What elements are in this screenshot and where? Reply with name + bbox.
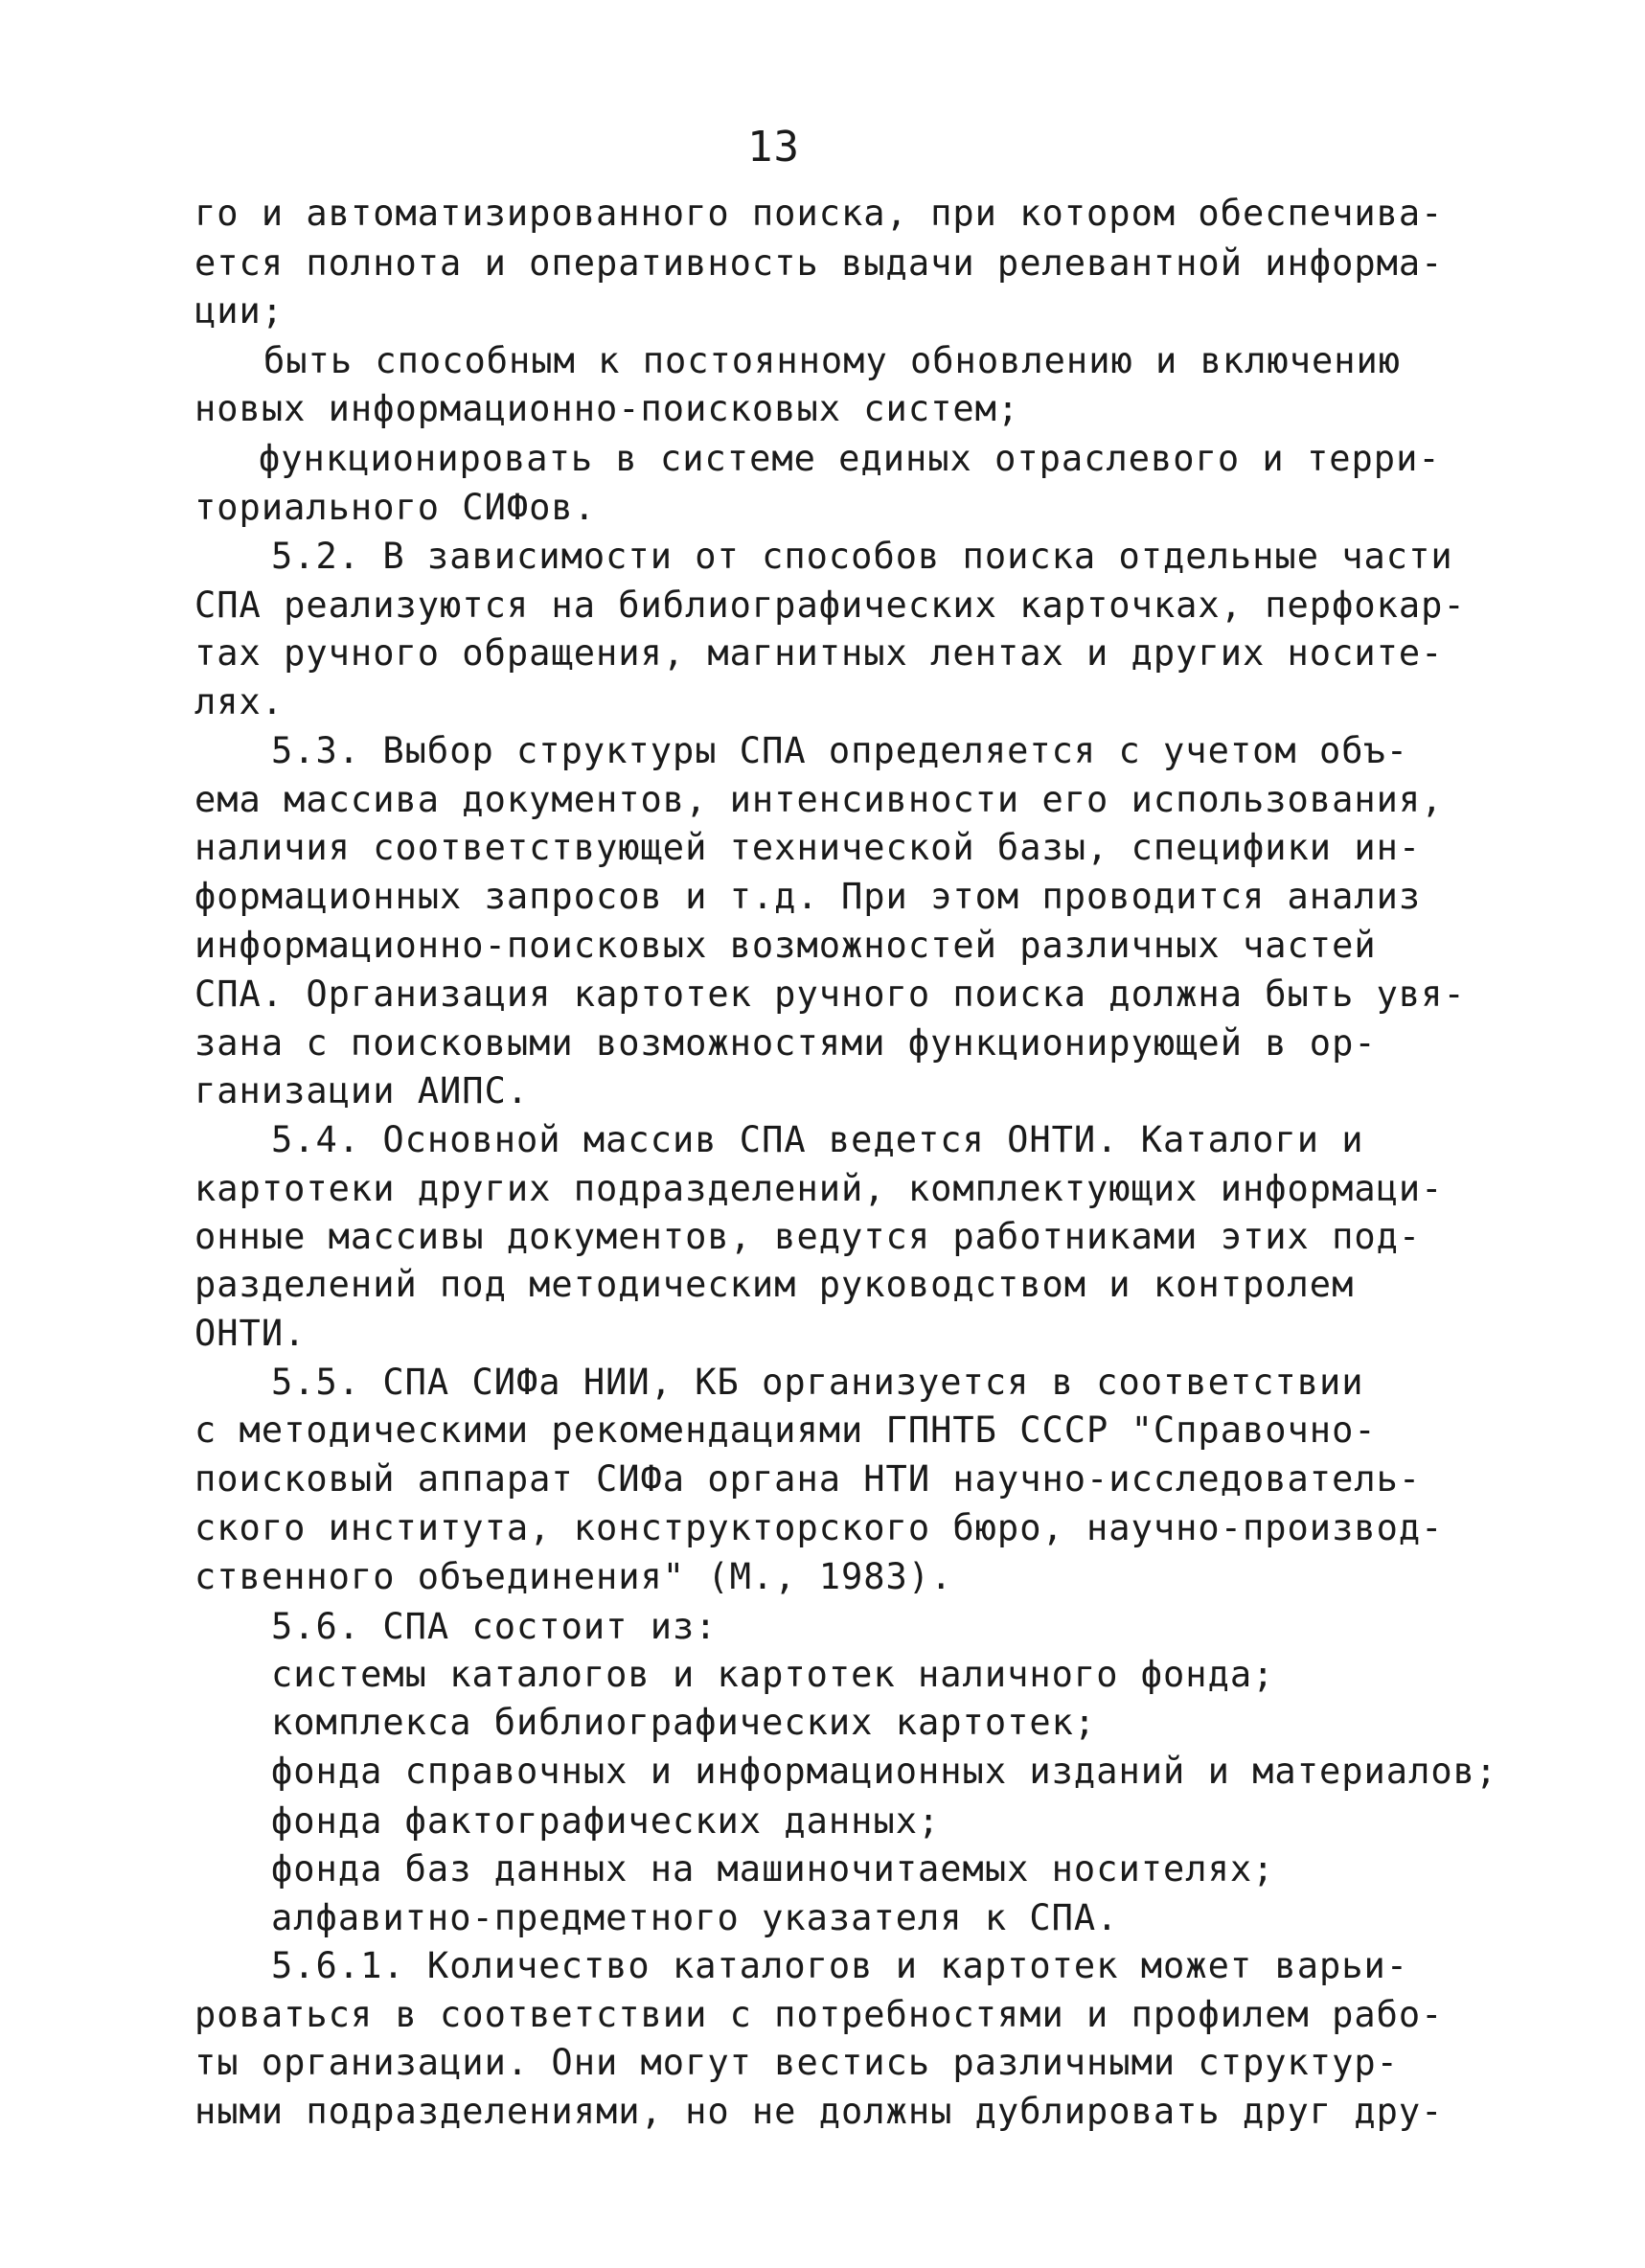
text-line: поисковый аппарат СИФа органа НТИ научно-исследователь- — [194, 1458, 1422, 1500]
text-line: лях. — [194, 681, 285, 722]
text-line: ции; — [194, 290, 285, 332]
text-line: онные массивы документов, ведутся работниками этих под- — [194, 1216, 1422, 1257]
text-line: зана с поисковыми возможностями функционирующей в ор- — [194, 1022, 1377, 1064]
text-line: 5.6. СПА состоит из: — [271, 1606, 718, 1647]
page-number: 13 — [747, 123, 800, 172]
text-line: ОНТИ. — [194, 1313, 307, 1354]
text-line: 5.5. СПА СИФа НИИ, КБ организуется в соответствии — [271, 1362, 1364, 1403]
text-line: новых информационно-поисковых систем; — [194, 388, 1020, 429]
text-line: комплекса библиографических картотек; — [271, 1702, 1097, 1743]
text-line: фонда баз данных на машиночитаемых носителях; — [271, 1848, 1275, 1890]
text-line: формационных запросов и т.д. При этом проводится анализ — [194, 876, 1422, 917]
text-line: картотеки других подразделений, комплектующих информаци- — [194, 1168, 1444, 1209]
text-line: наличия соответствующей технической базы, специфики ин- — [194, 827, 1422, 868]
text-line: разделений под методическим руководством и контролем — [194, 1264, 1355, 1305]
text-line: ема массива документов, интенсивности его использования, — [194, 779, 1444, 820]
text-line: СПА реализуются на библиографических карточках, перфокар- — [194, 584, 1466, 626]
text-line: функционировать в системе единых отраслевого и терри- — [259, 438, 1441, 479]
text-line: системы каталогов и картотек наличного фонда; — [271, 1654, 1275, 1695]
text-line: фонда фактографических данных; — [271, 1800, 941, 1842]
text-line: с методическими рекомендациями ГПНТБ СССР "Справочно- — [194, 1409, 1377, 1451]
text-line: 5.2. В зависимости от способов поиска отдельные части — [271, 536, 1453, 577]
text-line: го и автоматизированного поиска, при котором обеспечива- — [194, 193, 1444, 234]
text-line: алфавитно-предметного указателя к СПА. — [271, 1897, 1119, 1938]
text-line: ганизации АИПС. — [194, 1070, 530, 1111]
text-line: СПА. Организация картотек ручного поиска должна быть увя- — [194, 974, 1466, 1015]
text-line: фонда справочных и информационных изданий и материалов; — [271, 1751, 1498, 1792]
text-line: 5.3. Выбор структуры СПА определяется с учетом объ- — [271, 730, 1409, 771]
text-line: тах ручного обращения, магнитных лентах и других носите- — [194, 632, 1444, 674]
text-line: ториального СИФов. — [194, 487, 596, 528]
text-line: роваться в соответствии с потребностями и профилем рабо- — [194, 1994, 1444, 2035]
text-line: ственного объединения" (М., 1983). — [194, 1556, 953, 1597]
text-line: ными подразделениями, но не должны дублировать друг дру- — [194, 2091, 1444, 2132]
text-line: ется полнота и оперативность выдачи релевантной информа- — [194, 242, 1444, 284]
text-line: ского института, конструкторского бюро, научно-производ- — [194, 1507, 1444, 1548]
text-line: 5.4. Основной массив СПА ведется ОНТИ. Каталоги и — [271, 1119, 1364, 1160]
text-line: ты организации. Они могут вестись различными структур- — [194, 2042, 1399, 2083]
text-line: информационно-поисковых возможностей различных частей — [194, 925, 1377, 966]
text-line: 5.6.1. Количество каталогов и картотек может варьи- — [271, 1945, 1409, 1986]
text-line: быть способным к постоянному обновлению и включению — [263, 340, 1402, 381]
